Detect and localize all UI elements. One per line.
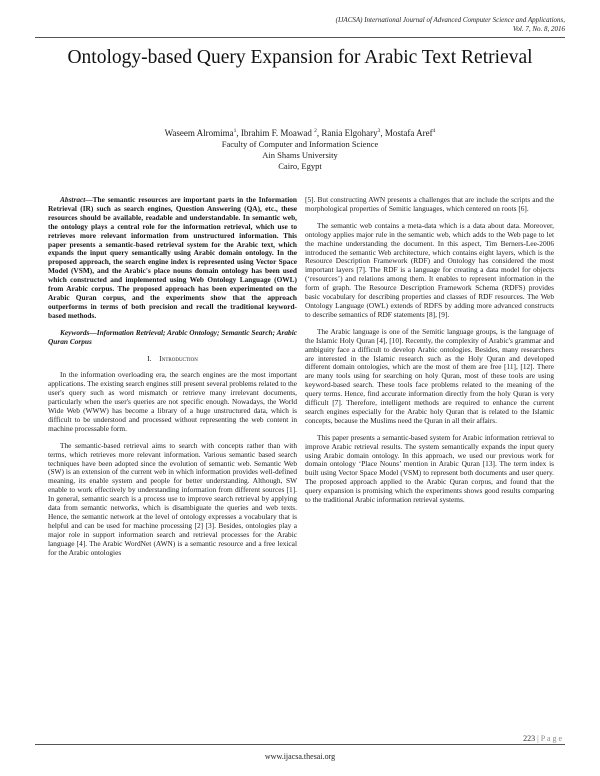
header-divider — [35, 37, 565, 38]
affiliation-university: Ain Shams University — [262, 150, 338, 160]
affiliation-city: Cairo, Egypt — [278, 161, 322, 171]
journal-volume: Vol. 7, No. 8, 2016 — [512, 25, 565, 33]
author-1: Waseem Alromima$^1$, — [164, 128, 241, 138]
footer-divider — [35, 744, 565, 745]
intro-paragraph-5: The Arabic language is one of the Semitic language groups, is the language of the Islamic Holy Quran [4], [10]. Recently, the complexity of Arabic's grammar and ambiguity face a difficult to develop Arabic ontologies. Besides, many researchers are interested in the Islamic research such as the Holy Quran and developed different domain ontologies, which are the most of them are free [11], [12]. There are many tools using for searching on holy Quran, most of these tools are using keyword-based search. These tools face problems related to the meaning of the query terms. Hence, find accurate information directly from the holy Quran is very difficult [7]. Therefore, intelligent methods are required to enhance the current search engines especially for the Arabic holy Quran that is related to the Islamic concepts, because the Muslims need the Quran in all their affairs. — [305, 326, 554, 425]
intro-paragraph-6: This paper presents a semantic-based system for Arabic information retrieval to improve Arabic retrieval results. The system semantically expands the input query using Arabic domain ontology. In this approach, we used our previous work for domain ontology ‘Place Nouns’ mention in Arabic Quran [13]. The term index is built using Vector Space Model (VSM) to represent both documents and user query. The proposed approach applied to the Arabic Quran corpus, and found that the query expansion is promising which the experiments shows good results comparing to the traditional Arabic information retrieval systems. — [305, 432, 554, 505]
right-column — [305, 196, 554, 513]
keywords: Keywords—Information Retrieval; Arabic Ontology; Semantic Search; Arabic Quran Corpus — [48, 327, 297, 346]
intro-paragraph-4: The semantic web contains a meta-data which is a data about data. Moreover, ontology applies major rule in the semantic web, which adds to the Web page to let the machine understanding the document. In this aspect, Tim Berners-Lee-2006 introduced the semantic Web architecture, which contains eight layers, which is the Resource Description Framework (RDF) and Ontology has considered the most important layers [7]. The RDF is a language for creating a data model for objects (‘resources’) and relations among them. It enables to represent information in the form of graph. The Resource Description Framework Schema (RDFS) provides basic vocabulary for describing properties and classes of RDF resources. The Web Ontology Language (OWL) extends of RDFS by adding more advanced constructs to describe semantics of RDF statements [8], [9]. — [305, 220, 554, 319]
intro-paragraph-1: In the information overloading era, the search engines are the most important applications. The existing search engines still present several problems related to the user's query such as word mismatch or retrieve many irrelevant documents, particularly when the user's queries are not specific enough. Nowadays, the World Wide Web (WWW) has become a library of a huge unstructured data, which is difficult to be understood and processed without representing the web content in machine processable form. — [48, 370, 297, 433]
intro-paragraph-3: [5]. But constructing AWN presents a challenges that are include the scripts and the morphological properties of Semitic languages, which centered on roots [6]. — [305, 195, 554, 213]
left-column — [48, 196, 297, 566]
page-number: 223 | P a g e — [523, 734, 562, 743]
intro-paragraph-2: The semantic-based retrieval aims to search with concepts rather than with terms, which retrieves more relevant information. Various semantic based search techniques have been adopted since the evolution of semantic web. Semantic Web (SW) is an extension of the current web in which information provides well-defined meaning, its enable system and people for better understanding. Although, SW enable to work effectively by understanding information from different sources [1]. In general, semantic search is a process use to improve search retrieval by applying data from semantic networks, which is disambiguate the queries and web texts. Hence, the semantic network at the level of ontology expresses a vocabulary that is helpful and can be used for machine processing [2] [3]. Besides, ontologies play a major role in support information search and retrieval processes for the Arabic language [4]. The Arabic WordNet (AWN) is a semantic resource and a free lexical for the Arabic ontologies — [48, 440, 297, 557]
footer-url: www.ijacsa.thesai.org — [264, 752, 336, 761]
paper-title: Ontology-based Query Expansion for Arabic Text Retrieval — [67, 47, 533, 68]
journal-header — [225, 16, 565, 34]
author-3: Rania Elgohary$^3$, — [321, 128, 385, 138]
author-4: Mostafa Aref$^4$ — [384, 128, 436, 138]
journal-name: (IJACSA) International Journal of Advanced Computer Science and Applications, — [335, 16, 565, 24]
abstract: Abstract—The semantic resources are important parts in the Information Retrieval (IR) such as search engines, Question Answering (QA), etc., these resources should be available, readable and understandable. In semantic web, the ontology plays a central role for the information retrieval, which use to retrieves more relevant information from unstructured information. This paper presents a semantic-based retrieval system for the Arabic text, which expands the input query semantically using Arabic domain ontology. In the proposed approach, the search engine index is represented using Vector Space Model (VSM), and the Arabic's place nouns domain ontology has been used which constructed and implemented using Web Ontology Language (OWL) from Arabic corpus. The proposed approach has been experimented on the Arabic Quran corpus, and the experiments show that the approach outperforms in terms of both precision and recall the traditional keyword-based methods. — [48, 195, 297, 320]
affiliation-faculty: Faculty of Computer and Information Science — [221, 139, 379, 149]
section-heading: I. Introduction — [147, 353, 198, 363]
author-list — [40, 126, 560, 139]
author-2: Ibrahim F. Moawad $^2$, — [240, 128, 322, 138]
